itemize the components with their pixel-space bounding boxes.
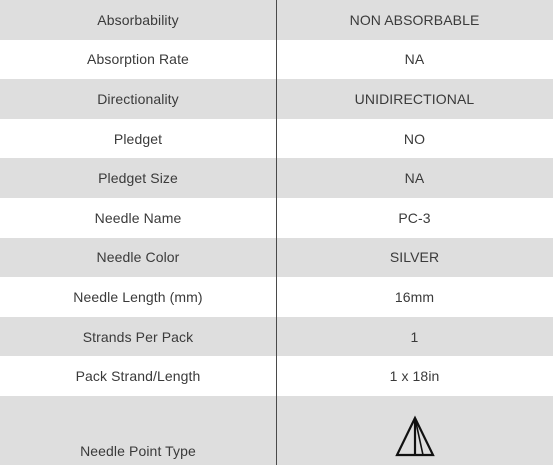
spec-label: Absorption Rate <box>87 51 189 68</box>
reverse-cutting-needle-point-icon <box>393 415 437 459</box>
spec-value: 16mm <box>394 288 435 305</box>
spec-label: Needle Length (mm) <box>73 288 203 305</box>
spec-value: 1 x 18in <box>389 368 440 385</box>
spec-label: Needle Point Type <box>80 442 196 459</box>
spec-value: NON ABSORBABLE <box>349 11 480 28</box>
column-divider <box>276 0 277 465</box>
spec-value: NA <box>404 51 425 68</box>
spec-value: SILVER <box>389 249 440 266</box>
spec-value: NA <box>404 170 425 187</box>
spec-label: Directionality <box>97 90 179 107</box>
spec-label: Pledget <box>113 130 163 147</box>
spec-label: Pledget Size <box>98 170 178 187</box>
spec-value <box>276 409 553 459</box>
spec-value: NO <box>403 130 426 147</box>
spec-label: Strands Per Pack <box>82 328 194 345</box>
spec-value: UNIDIRECTIONAL <box>354 90 475 107</box>
spec-label: Pack Strand/Length <box>75 368 201 385</box>
spec-label: Absorbability <box>97 11 179 28</box>
spec-value: PC-3 <box>398 209 431 226</box>
spec-label: Needle Color <box>96 249 180 266</box>
spec-value: 1 <box>410 328 419 345</box>
spec-label: Needle Name <box>94 209 182 226</box>
